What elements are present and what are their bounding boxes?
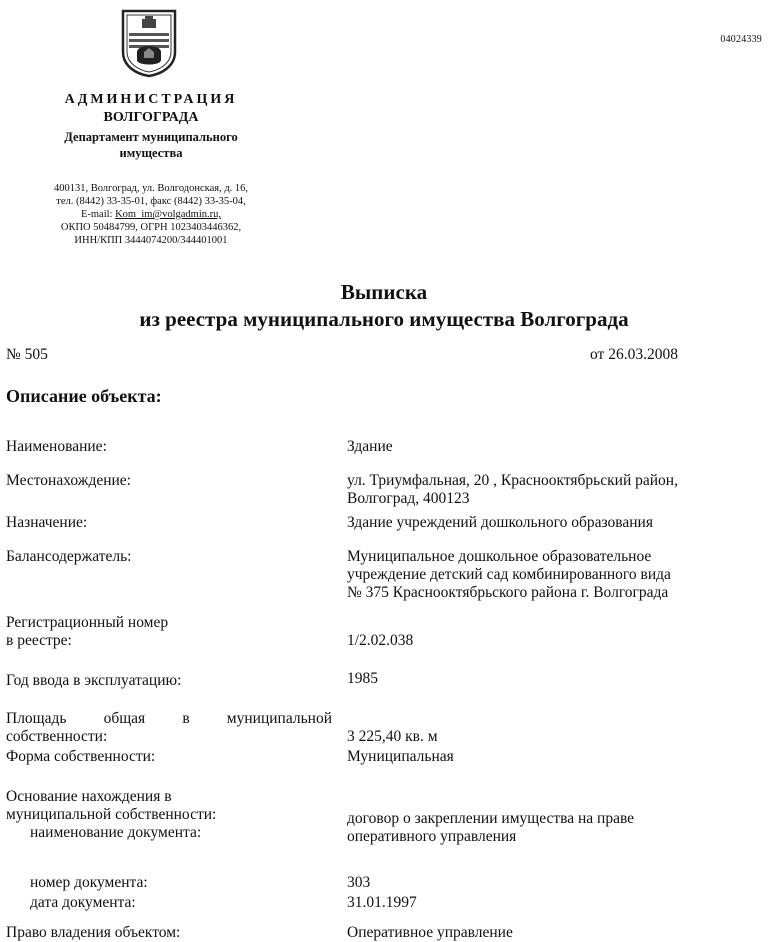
area-label-word-1: Площадь <box>6 710 67 727</box>
basis-label-line-1: Основание нахождения в <box>6 788 172 805</box>
basis-value <box>347 810 634 846</box>
year-value: 1985 <box>347 670 378 687</box>
holder-label: Балансодержатель: <box>6 548 132 565</box>
contact-block <box>20 182 282 247</box>
section-title: Описание объекта: <box>6 386 162 406</box>
area-label-word-4: муниципальной <box>226 710 332 727</box>
area-label <box>6 710 332 746</box>
address-line: 400131, Волгоград, ул. Волгодонская, д. 16, <box>53 183 249 194</box>
document-date: от 26.03.2008 <box>590 346 678 363</box>
document-number: № 505 <box>6 346 48 363</box>
tax-id-line: ИНН/КПП 3444074200/344401001 <box>74 235 228 246</box>
area-value: 3 225,40 кв. м <box>347 728 438 745</box>
area-label-line-1 <box>6 710 332 728</box>
organization-name: АДМИНИСТРАЦИЯ <box>64 92 238 107</box>
registration-label-line-2: в реестре: <box>6 632 72 649</box>
ownership-label: Форма собственности: <box>6 748 156 765</box>
department-line-1: Департамент муниципального <box>64 130 238 144</box>
name-value: Здание <box>347 438 393 455</box>
area-label-line-2: собственности: <box>6 728 108 745</box>
area-label-word-3: в <box>182 710 190 727</box>
basis-value-line-1: договор о закреплении имущества на праве <box>347 810 635 827</box>
location-label: Местонахождение: <box>6 472 131 489</box>
phone-line: тел. (8442) 33-35-01, факс (8442) 33-35-04, <box>56 196 246 207</box>
location-value-line-2: Волгоград, 400123 <box>347 490 470 507</box>
document-subtitle: из реестра муниципального имущества Волгограда <box>139 307 629 331</box>
ownership-value: Муниципальная <box>347 748 454 765</box>
area-label-word-2: общая <box>103 710 146 727</box>
organization-city: ВОЛГОГРАДА <box>103 110 199 125</box>
email-line <box>20 208 282 221</box>
coat-of-arms-emblem <box>120 8 178 78</box>
department-line-2: имущества <box>119 146 183 160</box>
registration-value: 1/2.02.038 <box>347 632 414 649</box>
holder-value-line-2: учреждение детский сад комбинированного вида <box>347 566 671 583</box>
doc-date-label: дата документа: <box>30 894 136 911</box>
doc-number-label: номер документа: <box>30 874 148 891</box>
holder-value-line-1: Муниципальное дошкольное образовательное <box>347 548 652 565</box>
basis-label <box>6 788 216 842</box>
basis-value-line-2: оперативного управления <box>347 828 517 845</box>
document-title: Выписка <box>340 280 428 304</box>
location-value-line-1: ул. Триумфальная, 20 , Краснооктябрьский район, <box>347 472 678 489</box>
purpose-value: Здание учреждений дошкольного образования <box>347 514 653 531</box>
name-label: Наименование: <box>6 438 107 455</box>
registration-label <box>6 614 168 650</box>
department-name <box>20 129 282 161</box>
location-value <box>347 472 678 508</box>
right-label: Право владения объектом: <box>6 924 181 941</box>
registration-label-line-1: Регистрационный номер <box>6 614 169 631</box>
email-link[interactable]: Kom_im@volgadmin.ru, <box>115 209 222 220</box>
email-prefix: E-mail: <box>80 209 116 220</box>
registration-codes-line: ОКПО 50484799, ОГРН 1023403446362, <box>60 222 242 233</box>
doc-number-value: 303 <box>347 874 371 891</box>
basis-label-line-3: наименование документа: <box>30 824 202 841</box>
holder-value-line-3: № 375 Краснооктябрьского района г. Волгограда <box>347 584 669 601</box>
doc-date-value: 31.01.1997 <box>347 894 417 911</box>
holder-value <box>347 548 671 602</box>
purpose-label: Назначение: <box>6 514 88 531</box>
year-label: Год ввода в эксплуатацию: <box>6 672 182 689</box>
basis-label-line-2: муниципальной собственности: <box>6 806 217 823</box>
right-value: Оперативное управление <box>347 924 513 941</box>
document-code: 04024339 <box>720 34 762 45</box>
